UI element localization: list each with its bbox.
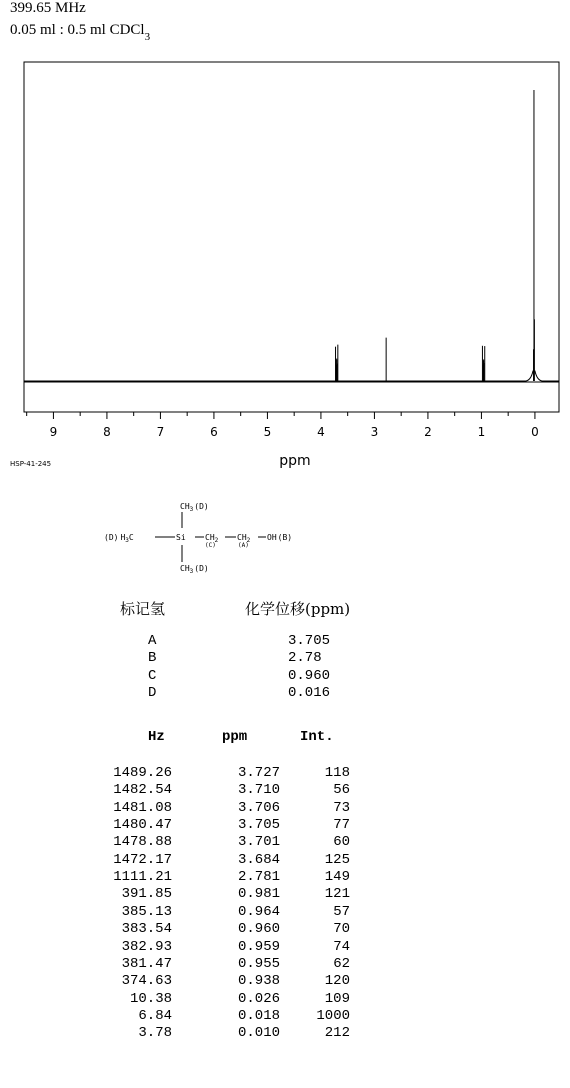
x-axis-ticks [27, 412, 539, 439]
peak-table-header-hz: Hz [148, 729, 165, 745]
table-row [0, 800, 570, 817]
shift-label: B [148, 650, 157, 667]
shift-label: C [148, 667, 157, 684]
ch2-c: $CH_2$ [205, 533, 219, 544]
table-row [0, 817, 570, 834]
peak-ppm: 0.010 [237, 1025, 280, 1042]
peak-ppm: 0.955 [237, 955, 280, 972]
shift-value: 0.960 [288, 667, 331, 684]
peak-hz: 1482.54 [113, 782, 172, 799]
peak-ppm: 0.018 [237, 1007, 280, 1024]
molecule-structure [0, 490, 570, 590]
peak-intensity: 120 [324, 973, 350, 990]
x-tick-label: 1 [477, 425, 486, 439]
table-row [0, 973, 570, 990]
peak-hz: 385.13 [121, 903, 172, 920]
peak-hz: 374.63 [121, 973, 172, 990]
peak-hz: 1481.08 [113, 799, 172, 816]
shift-table-header-label: 标记氢 [120, 600, 166, 618]
peak-intensity: 149 [324, 869, 350, 886]
shift-row [0, 650, 570, 667]
table-row [0, 939, 570, 956]
ch2-c-label: (C) [205, 542, 216, 549]
x-tick-label: 4 [317, 425, 325, 439]
peak-ppm: 0.964 [237, 903, 280, 920]
shift-value: 0.016 [288, 684, 331, 701]
shift-row [0, 633, 570, 650]
table-row [0, 904, 570, 921]
peak-hz: 383.54 [121, 921, 172, 938]
peak-intensity: 70 [333, 921, 350, 938]
plot-frame [24, 62, 559, 412]
peak-ppm: 3.727 [237, 765, 280, 781]
ch2-a-label: (A) [238, 542, 249, 549]
shift-row [0, 685, 570, 702]
peak-hz: 382.93 [121, 938, 172, 955]
peak-hz: 381.47 [121, 955, 172, 972]
peak-intensity: 118 [324, 765, 350, 781]
table-row [0, 834, 570, 851]
peak-ppm: 0.960 [237, 921, 280, 938]
spectrum-id: HSP-41-245 [10, 460, 52, 468]
bottom-methyl: $CH_3(D)$ [180, 564, 209, 575]
table-row [0, 886, 570, 903]
table-row [0, 921, 570, 938]
peak-ppm: 3.701 [237, 834, 280, 851]
peak-ppm: 3.705 [237, 817, 280, 834]
peak-hz: 1480.47 [113, 817, 172, 834]
table-row [0, 991, 570, 1008]
peak-hz: 10.38 [129, 990, 172, 1007]
peak-hz: 391.85 [121, 886, 172, 903]
peak-table-header-ppm: ppm [222, 729, 248, 745]
nmr-spectrum-chart [0, 0, 570, 480]
peak-intensity: 77 [333, 817, 350, 834]
peak-ppm: 3.684 [237, 851, 280, 868]
peak-intensity: 73 [333, 799, 350, 816]
peak-intensity: 1000 [316, 1007, 350, 1024]
table-row [0, 869, 570, 886]
peak-ppm: 0.959 [237, 938, 280, 955]
table-row [0, 852, 570, 869]
x-tick-label: 3 [370, 425, 379, 439]
shift-row [0, 668, 570, 685]
peak-ppm: 0.981 [237, 886, 280, 903]
shift-label: A [148, 633, 157, 649]
peak-table-header-int: Int. [300, 729, 334, 745]
shift-table-header-value: 化学位移(ppm) [245, 600, 351, 618]
peak-intensity: 121 [324, 886, 350, 903]
table-row [0, 1008, 570, 1025]
peak-hz: 1472.17 [113, 851, 172, 868]
x-tick-label: 8 [103, 425, 111, 439]
peak-intensity: 60 [333, 834, 350, 851]
peak-hz: 1489.26 [113, 765, 172, 781]
peak-hz: 3.78 [138, 1025, 172, 1042]
table-row [0, 765, 570, 782]
peak-intensity: 125 [324, 851, 350, 868]
silicon-atom: Si [176, 533, 186, 542]
peak-intensity: 109 [324, 990, 350, 1007]
top-methyl: $CH_3(D)$ [180, 502, 209, 513]
ch2-a: $CH_2$ [237, 533, 251, 544]
x-tick-label: 6 [210, 425, 218, 439]
hydroxyl: OH(B) [267, 533, 293, 542]
peak-hz: 6.84 [138, 1007, 172, 1024]
spectrum-peaks [336, 90, 535, 381]
peak-ppm: 3.710 [237, 782, 280, 799]
left-methyl: (D) $H_3C$ [104, 533, 134, 544]
peak-intensity: 212 [324, 1025, 350, 1042]
x-axis-title: ppm [279, 453, 311, 469]
spectrometer-frequency: 399.65 MHz [10, 0, 86, 16]
sample-text: 0.05 ml : 0.5 ml CDCl [10, 22, 145, 38]
shift-value: 3.705 [288, 633, 331, 649]
table-row [0, 782, 570, 799]
peak-ppm: 2.781 [237, 869, 280, 886]
x-tick-label: 9 [49, 425, 58, 439]
peak-ppm: 0.026 [237, 990, 280, 1007]
peak-ppm: 0.938 [237, 973, 280, 990]
peak-hz: 1111.21 [113, 869, 172, 886]
spectrum-baseline [24, 371, 559, 381]
x-tick-label: 5 [263, 425, 272, 439]
peak-ppm: 3.706 [237, 799, 280, 816]
x-tick-label: 0 [531, 425, 539, 439]
x-tick-label: 2 [424, 425, 432, 439]
peak-intensity: 62 [333, 955, 350, 972]
peak-intensity: 56 [333, 782, 350, 799]
peak-intensity: 74 [333, 938, 350, 955]
shift-value: 2.78 [288, 650, 322, 667]
peak-intensity: 57 [333, 903, 350, 920]
sample-subscript: 3 [144, 31, 151, 43]
x-tick-label: 7 [156, 425, 165, 439]
table-row [0, 956, 570, 973]
table-row [0, 1025, 570, 1042]
shift-label: D [148, 684, 157, 701]
peak-hz: 1478.88 [113, 834, 172, 851]
